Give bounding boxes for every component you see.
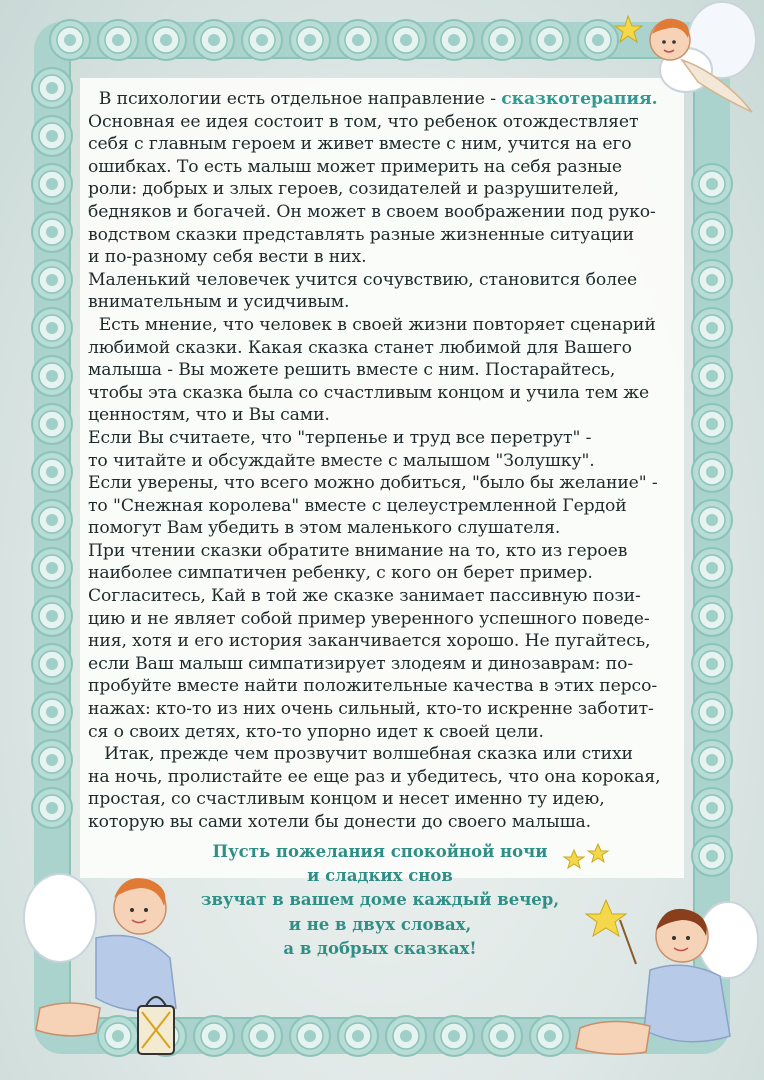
body-line: себя с главным героем и живет вместе с ним, учится на его <box>88 134 632 155</box>
closing-wish <box>150 840 610 961</box>
body-line: которую вы сами хотели бы донести до своего малыша. <box>88 812 591 832</box>
angel-bottom-right-icon <box>560 840 764 1080</box>
body-line: нажах: кто-то из них очень сильный, кто-то искренне заботит- <box>88 699 654 720</box>
intro-highlight: сказкотерапия. <box>501 89 658 109</box>
article-body <box>88 88 688 834</box>
body-line: любимой сказки. Какая сказка станет любимой для Вашего <box>88 337 632 358</box>
body-line: При чтении сказки обратите внимание на то, кто из героев <box>88 540 628 561</box>
body-line: на ночь, пролистайте ее еще раз и убедитесь, что она корокая, <box>88 766 661 787</box>
intro-prefix: В психологии есть отдельное направление - <box>98 89 502 109</box>
body-line: Есть мнение, что человек в своей жизни повторяет сценарий <box>88 314 656 335</box>
body-line: то читайте и обсуждайте вместе с малышом "Золушку". <box>88 450 595 471</box>
body-line: Согласитесь, Кай в той же сказке занимает пассивную пози- <box>88 586 641 607</box>
body-line: цию и не являет собой пример уверенного успешного поведе- <box>88 608 650 629</box>
body-line: Если уверены, что всего можно добиться, "было бы желание" - <box>88 473 658 494</box>
body-line: ценностям, что и Вы сами. <box>88 405 330 426</box>
closing-line: звучат в вашем доме каждый вечер, <box>200 890 560 910</box>
body-line: и по-разному себя вести в них. <box>88 247 367 268</box>
body-line: внимательным и усидчивым. <box>88 292 350 313</box>
closing-line: а в добрых сказках! <box>283 938 477 958</box>
body-line: Если Вы считаете, что "терпенье и труд все перетрут" - <box>88 427 592 448</box>
angel-bottom-left-icon <box>0 858 200 1080</box>
closing-line: и сладких снов <box>307 866 453 886</box>
closing-line: и не в двух словах, <box>288 914 472 934</box>
body-line: ся о своих детях, кто-то упорно идет к своей цели. <box>88 721 544 742</box>
body-line: если Ваш малыш симпатизирует злодеям и динозаврам: по- <box>88 653 634 674</box>
body-line: роли: добрых и злых героев, созидателей и разрушителей, <box>88 179 620 200</box>
body-line: Итак, прежде чем прозвучит волшебная сказка или стихи <box>88 744 633 765</box>
body-line: помогут Вам убедить в этом маленького слушателя. <box>88 518 561 539</box>
closing-line: Пусть пожелания спокойной ночи <box>212 842 548 861</box>
body-line: простая, со счастливым концом и несет именно ту идею, <box>88 789 605 810</box>
body-line: ния, хотя и его история заканчивается хорошо. Не пугайтесь, <box>88 631 651 652</box>
body-line: ошибках. То есть малыш может примерить на себя разные <box>88 156 622 177</box>
body-line: Маленький человечек учится сочувствию, становится более <box>88 269 638 290</box>
body-line: водством сказки представлять разные жизненные ситуации <box>88 224 635 245</box>
body-line: Основная ее идея состоит в том, что ребенок отождествляет <box>88 111 639 132</box>
body-line: пробуйте вместе найти положительные качества в этих персо- <box>88 676 658 697</box>
body-line: бедняков и богачей. Он может в своем воображении под руко- <box>88 201 656 222</box>
body-line: наиболее симпатичен ребенку, с кого он берет пример. <box>88 563 593 584</box>
intro-line <box>88 88 688 111</box>
body-line: чтобы эта сказка была со счастливым концом и учила тем же <box>88 382 650 403</box>
body-line: малыша - Вы можете решить вместе с ним. Постарайтесь, <box>88 360 616 381</box>
angel-top-right-icon <box>612 0 764 120</box>
star-icon <box>586 900 626 936</box>
body-line: то "Снежная королева" вместе с целеустремленной Гердой <box>88 495 627 516</box>
